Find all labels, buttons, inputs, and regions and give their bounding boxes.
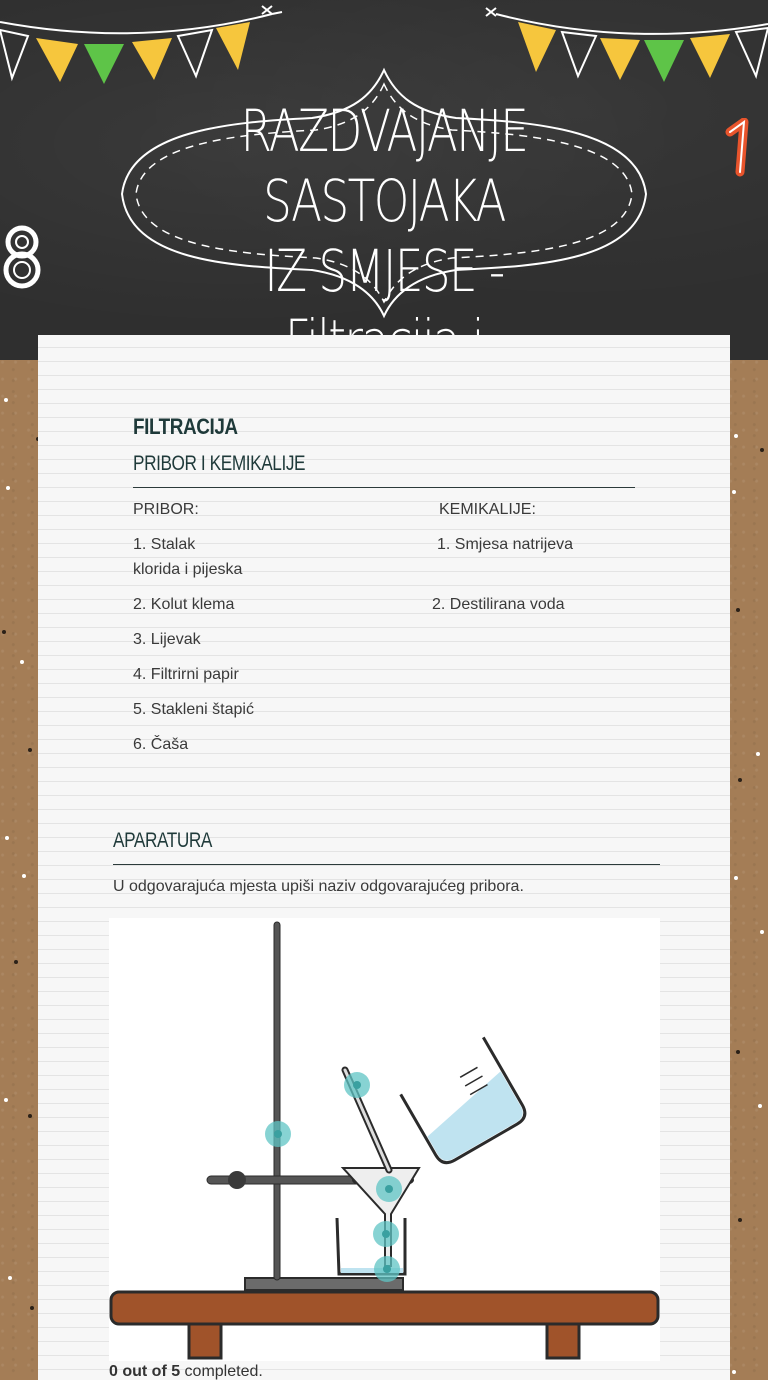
kemikalije-item: 2. Destilirana voda: [432, 596, 565, 613]
progress-status: [109, 1363, 263, 1380]
pribor-item: 4. Filtrirni papir: [133, 666, 239, 683]
aparatura-heading: APARATURA: [113, 829, 213, 852]
hotspot-funnel[interactable]: [376, 1176, 402, 1202]
header-board: [0, 0, 768, 360]
pribor-item: 5. Stakleni štapić: [133, 701, 254, 718]
divider: [113, 864, 660, 865]
pribor-item: 1. Stalak: [133, 536, 196, 553]
section-heading: FILTRACIJA: [133, 414, 238, 439]
pribor-item: 2. Kolut klema: [133, 596, 235, 613]
pribor-label: PRIBOR:: [133, 501, 199, 518]
table-top: [111, 1292, 658, 1324]
stand-base: [245, 1278, 403, 1290]
hotspot-stand[interactable]: [265, 1121, 291, 1147]
progress-suffix: completed.: [180, 1363, 263, 1380]
pribor-item: 6. Čaša: [133, 736, 189, 753]
stand-rod: [274, 922, 280, 1280]
hotspot-filter-paper[interactable]: [373, 1221, 399, 1247]
kemikalije-label: KEMIKALIJE:: [439, 501, 536, 518]
pouring-beaker: [397, 1037, 530, 1167]
divider: [133, 487, 635, 488]
instruction-text: U odgovarajuća mjesta upiši naziv odgovarajućeg pribora.: [113, 878, 524, 895]
hotspot-beaker[interactable]: [374, 1256, 400, 1282]
number-eight-doodle-icon: [2, 222, 44, 292]
pribor-kemikalije-heading: PRIBOR I KEMIKALIJE: [133, 452, 306, 475]
clamp-knob: [228, 1171, 246, 1189]
apparatus-drawing: [109, 918, 660, 1361]
page-title: RAZDVAJANJE SASTOJAKA IZ SMJESE -: [240, 97, 528, 305]
progress-count: 0 out of 5: [109, 1363, 181, 1380]
kemikalije-item: 1. Smjesa natrijeva: [437, 536, 574, 553]
kemikalije-item-wrap: klorida i pijeska: [133, 561, 243, 578]
number-one-doodle-icon: [722, 118, 756, 178]
filtration-apparatus: [109, 918, 660, 1361]
pribor-item: 3. Lijevak: [133, 631, 201, 648]
hotspot-glass-rod[interactable]: [344, 1072, 370, 1098]
